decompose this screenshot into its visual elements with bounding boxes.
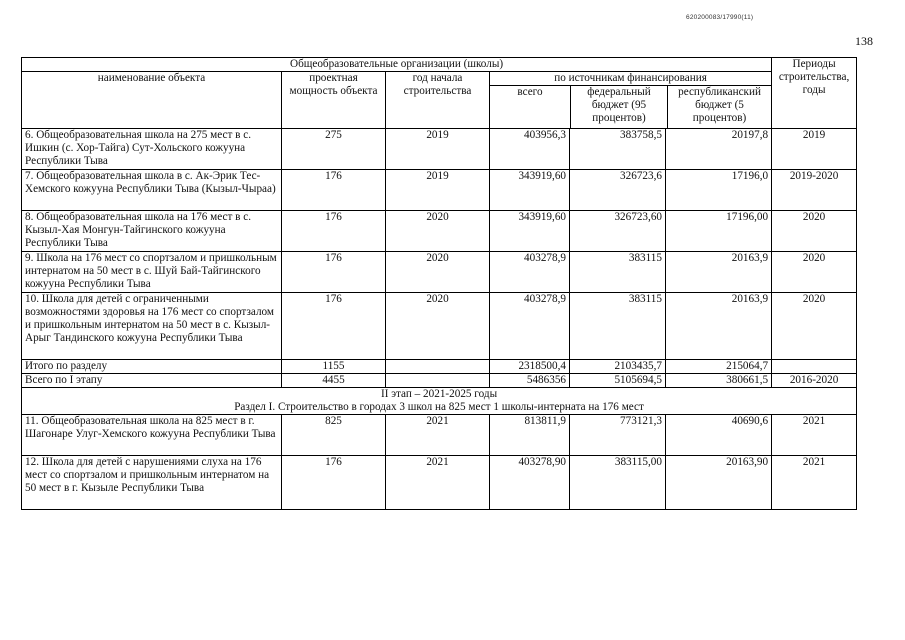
col-name-header: наименование объекта: [22, 72, 282, 129]
total-cell: 343919,60: [490, 170, 570, 211]
object-name-cell: 8. Общеобразовательная школа на 176 мест в с. Кызыл-Хая Монгун-Тайгинского кожууна Республики Тыва: [22, 211, 282, 252]
subtotal-label: Итого по разделу: [22, 360, 282, 374]
stage2-rows: [22, 415, 857, 510]
stage1-total-label: Всего по I этапу: [22, 374, 282, 388]
col-federal-header: федеральный бюджет (95 процентов): [571, 86, 668, 128]
federal-cell: 773121,3: [570, 415, 666, 456]
subtotal-row: [22, 360, 857, 374]
object-name-cell: 12. Школа для детей с нарушениями слуха на 176 мест со спортзалом и пришкольным интернатом на 50 мест в г. Кызыле Республики Тыва: [22, 456, 282, 510]
stage1-total-republic: 380661,5: [666, 374, 772, 388]
republic-cell: 20197,8: [666, 129, 772, 170]
capacity-cell: 176: [282, 170, 386, 211]
start-year-cell: 2019: [386, 170, 490, 211]
header-row-columns: [22, 72, 857, 129]
period-cell: 2020: [772, 293, 857, 360]
col-republic-header: республиканский бюджет (5 процентов): [678, 86, 761, 124]
financing-table: [21, 57, 857, 510]
capacity-cell: 825: [282, 415, 386, 456]
header-row-group: [22, 58, 857, 72]
total-cell: 403956,3: [490, 129, 570, 170]
period-cell: 2021: [772, 456, 857, 510]
capacity-cell: 176: [282, 456, 386, 510]
table-row: [22, 293, 857, 360]
col-periods-header: Периоды строительства, годы: [772, 58, 857, 129]
start-year-cell: 2019: [386, 129, 490, 170]
stage2-heading-cell: [22, 388, 857, 415]
total-cell: 403278,9: [490, 252, 570, 293]
subtotal-capacity: 1155: [282, 360, 386, 374]
subtotal-republic: 215064,7: [666, 360, 772, 374]
start-year-cell: 2020: [386, 293, 490, 360]
start-year-cell: 2020: [386, 252, 490, 293]
start-year-cell: 2021: [386, 415, 490, 456]
table-row: [22, 170, 857, 211]
republic-cell: 20163,9: [666, 252, 772, 293]
republic-cell: 17196,00: [666, 211, 772, 252]
stage1-total-year: [386, 374, 490, 388]
col-total-header: всего: [490, 86, 571, 128]
object-name-cell: 9. Школа на 176 мест со спортзалом и пришкольным интернатом на 50 мест в с. Шуй Бай-Тайгинского кожууна Республики Тыва: [22, 252, 282, 293]
col-year-header: год начала строительства: [386, 72, 490, 129]
capacity-cell: 176: [282, 211, 386, 252]
period-cell: 2019: [772, 129, 857, 170]
stage1-total-federal: 5105694,5: [570, 374, 666, 388]
subtotal-federal: 2103435,7: [570, 360, 666, 374]
object-name-cell: 7. Общеобразовательная школа в с. Ак-Эрик Тес-Хемского кожууна Республики Тыва (Кызыл-Чыраа): [22, 170, 282, 211]
document-code: 620200083/17990(11): [686, 14, 754, 21]
total-cell: 813811,9: [490, 415, 570, 456]
total-cell: 403278,9: [490, 293, 570, 360]
stage1-total-period: 2016-2020: [772, 374, 857, 388]
capacity-cell: 176: [282, 293, 386, 360]
page-number: 138: [855, 34, 873, 48]
stage1-total-capacity: 4455: [282, 374, 386, 388]
capacity-cell: 176: [282, 252, 386, 293]
stage1-total-row: [22, 374, 857, 388]
table-row: [22, 211, 857, 252]
subtotal-period: [772, 360, 857, 374]
table-row: [22, 456, 857, 510]
period-cell: 2019-2020: [772, 170, 857, 211]
republic-cell: 40690,6: [666, 415, 772, 456]
total-cell: 403278,90: [490, 456, 570, 510]
funding-header: [490, 72, 772, 129]
subtotal-total: 2318500,4: [490, 360, 570, 374]
federal-cell: 383115: [570, 252, 666, 293]
stage2-heading-row: [22, 388, 857, 415]
section-title: Раздел I. Строительство в городах 3 школ на 825 мест 1 школы-интерната на 176 мест: [234, 401, 644, 413]
stage1-total-total: 5486356: [490, 374, 570, 388]
period-cell: 2021: [772, 415, 857, 456]
table-row: [22, 129, 857, 170]
federal-cell: 383758,5: [570, 129, 666, 170]
period-cell: 2020: [772, 252, 857, 293]
federal-cell: 383115,00: [570, 456, 666, 510]
start-year-cell: 2020: [386, 211, 490, 252]
col-capacity-header: проектная мощность объекта: [282, 72, 386, 129]
republic-cell: 20163,9: [666, 293, 772, 360]
table-row: [22, 415, 857, 456]
table-row: [22, 252, 857, 293]
start-year-cell: 2021: [386, 456, 490, 510]
object-name-cell: 10. Школа для детей с ограниченными возможностями здоровья на 176 мест со спортзалом и пришкольным интернатом на 50 мест в с. Кызыл-Арыг Тандинского кожууна Республики Тыва: [22, 293, 282, 360]
stage1-rows: [22, 129, 857, 360]
stage2-title: II этап – 2021-2025 годы: [380, 388, 498, 400]
object-name-cell: 6. Общеобразовательная школа на 275 мест в с. Ишкин (с. Хор-Тайга) Сут-Хольского кожууна Республики Тыва: [22, 129, 282, 170]
federal-cell: 326723,6: [570, 170, 666, 211]
col-funding-header: по источникам финансирования: [490, 72, 771, 86]
republic-cell: 17196,0: [666, 170, 772, 211]
federal-cell: 383115: [570, 293, 666, 360]
group-title: Общеобразовательные организации (школы): [22, 58, 772, 72]
republic-cell: 20163,90: [666, 456, 772, 510]
object-name-cell: 11. Общеобразовательная школа на 825 мест в г. Шагонаре Улуг-Хемского кожууна Республики Тыва: [22, 415, 282, 456]
capacity-cell: 275: [282, 129, 386, 170]
federal-cell: 326723,60: [570, 211, 666, 252]
period-cell: 2020: [772, 211, 857, 252]
total-cell: 343919,60: [490, 211, 570, 252]
subtotal-year: [386, 360, 490, 374]
